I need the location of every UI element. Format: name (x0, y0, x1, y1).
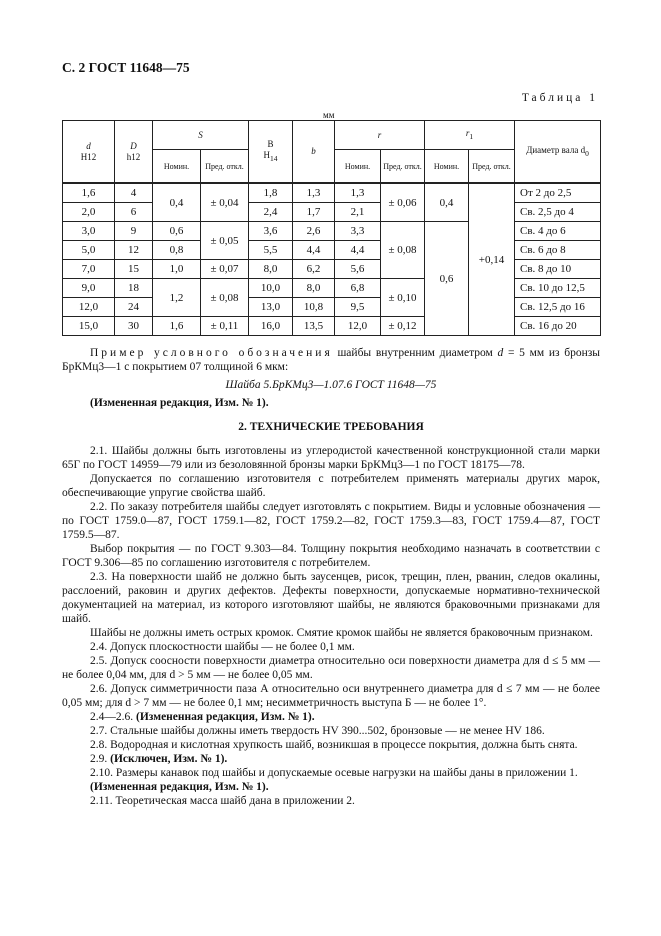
para-2-6: 2.6. Допуск симметричности паза А относительно оси внутреннего диаметра для d ≤ 7 мм — не более 0,05 мм; для d > 7 мм — не более 0,1 мм; несимметричность выступа Б — не более 1°. (62, 683, 600, 709)
table-row: 2,0 6 2,4 1,7 2,1 Св. 2,5 до 4 (63, 203, 601, 222)
col-D-header: D h12 (115, 121, 153, 184)
r1-dev-header: Пред. откл. (469, 150, 515, 184)
para-2-3b: Шайбы не должны иметь острых кромок. Смятие кромок шайбы не является браковочным признаком. (90, 627, 593, 639)
section-title: 2. ТЕХНИЧЕСКИЕ ТРЕБОВАНИЯ (238, 421, 424, 433)
para-2-4: 2.4. Допуск плоскостности шайбы — не более 0,1 мм. (90, 641, 355, 653)
col-r-header: r (335, 121, 425, 150)
example-paragraph: Пример условного обозначения шайбы внутренним диаметром d = 5 мм из бронзы БрКМц3—1 с покрытием 07 толщиной 6 мкм: (62, 347, 600, 373)
table-row: 5,0 12 0,8 5,5 4,4 4,4 Св. 6 до 8 (63, 241, 601, 260)
table-row: 7,0 15 1,0 ± 0,07 8,0 6,2 5,6 Св. 8 до 10 (63, 260, 601, 279)
para-2-7: 2.7. Стальные шайбы должны иметь твердость HV 390...502, бронзовые — не менее HV 186. (90, 725, 545, 737)
col-b-header: b (293, 121, 335, 184)
table-row: 9,0 18 1,2 ± 0,08 10,0 8,0 6,8 ± 0,10 Св. 10 до 12,5 (63, 279, 601, 298)
table-caption: Таблица 1 (521, 92, 598, 104)
para-2-4-6-note: 2.4—2.6. (Измененная редакция, Изм. № 1). (90, 711, 315, 723)
para-2-9: 2.9. (Исключен, Изм. № 1). (90, 753, 228, 765)
table-row: 15,0 30 1,6 ± 0,11 16,0 13,5 12,0 ± 0,12 Св. 16 до 20 (63, 317, 601, 336)
para-2-1b: Допускается по соглашению изготовителя с потребителем применять материалы других марок, обеспечивающие упругие свойства шайб. (62, 473, 600, 499)
table-row: 1,6 4 0,4 ± 0,04 1,8 1,3 1,3 ± 0,06 0,4 +0,14 От 2 до 2,5 (63, 183, 601, 203)
col-r1-header: $r_1$ (425, 121, 515, 150)
para-2-3: 2.3. На поверхности шайб не должно быть заусенцев, рисок, трещин, плен, рванин, следов окалины, расслоений, раковин и других дефектов. Дефекты поверхности, допускаемые нормативно-технической документацией на материал, из которого изготовляют шайбы, не являются браковочными признаками для шайб. (62, 571, 600, 625)
para-2-2: 2.2. По заказу потребителя шайбы следует изготовлять с покрытием. Виды и условные обозначения — по ГОСТ 1759.0—87, ГОСТ 1759.1—82, ГОСТ 1759.2—82, ГОСТ 1759.3—83, ГОСТ 1759.4—87, ГОСТ 1759.5—87. (62, 501, 600, 541)
para-2-10: 2.10. Размеры канавок под шайбы и допускаемые осевые нагрузки на шайбы даны в приложении 1. (90, 767, 578, 779)
r-dev-header: Пред. откл. (381, 150, 425, 184)
table-unit: мм (323, 110, 335, 120)
change-note-2: (Измененная редакция, Изм. № 1). (90, 781, 269, 793)
dimensions-table (62, 120, 601, 336)
document-body (62, 346, 600, 808)
para-2-1: 2.1. Шайбы должны быть изготовлены из углеродистой качественной конструкционной стали марки 65Г по ГОСТ 14959—79 или из безоловянной бронзы марки БрКМц3—1 по ГОСТ 18175—78. (62, 445, 600, 471)
r1-nom-header: Номин. (425, 150, 469, 184)
para-2-11: 2.11. Теоретическая масса шайб дана в приложении 2. (90, 795, 355, 807)
page-header: С. 2 ГОСТ 11648—75 (62, 60, 190, 75)
example-designation: Шайба 5.БрКМц3—1.07.6 ГОСТ 11648—75 (225, 379, 437, 391)
para-2-5: 2.5. Допуск соосности поверхности диаметра относительно оси поверхности диаметра для d ≤ 5 мм — не более 0,04 мм, для d > 5 мм — не более 0,05 мм. (62, 655, 600, 681)
col-d-header: d H12 (63, 121, 115, 184)
r-nom-header: Номин. (335, 150, 381, 184)
col-shaft-header: Диаметр вала $d_0$ (515, 121, 601, 184)
table-row: 3,0 9 0,6 ± 0,05 3,6 2,6 3,3 ± 0,08 0,6 Св. 4 до 6 (63, 222, 601, 241)
para-2-8: 2.8. Водородная и кислотная хрупкость шайб, возникшая в процессе покрытия, должна быть снята. (90, 739, 578, 751)
s-dev-header: Пред. откл. (201, 150, 249, 184)
col-s-header: S (153, 121, 249, 150)
table-row: 12,0 24 13,0 10,8 9,5 Св. 12,5 до 16 (63, 298, 601, 317)
para-2-2b: Выбор покрытия — по ГОСТ 9.303—84. Толщину покрытия необходимо назначать в соответствии с ГОСТ 9.306—85 по соглашению изготовителя с потребителем. (62, 543, 600, 569)
s-nom-header: Номин. (153, 150, 201, 184)
change-note-1: (Измененная редакция, Изм. № 1). (90, 397, 269, 409)
col-B-header: B $H_{14}$ (249, 121, 293, 184)
